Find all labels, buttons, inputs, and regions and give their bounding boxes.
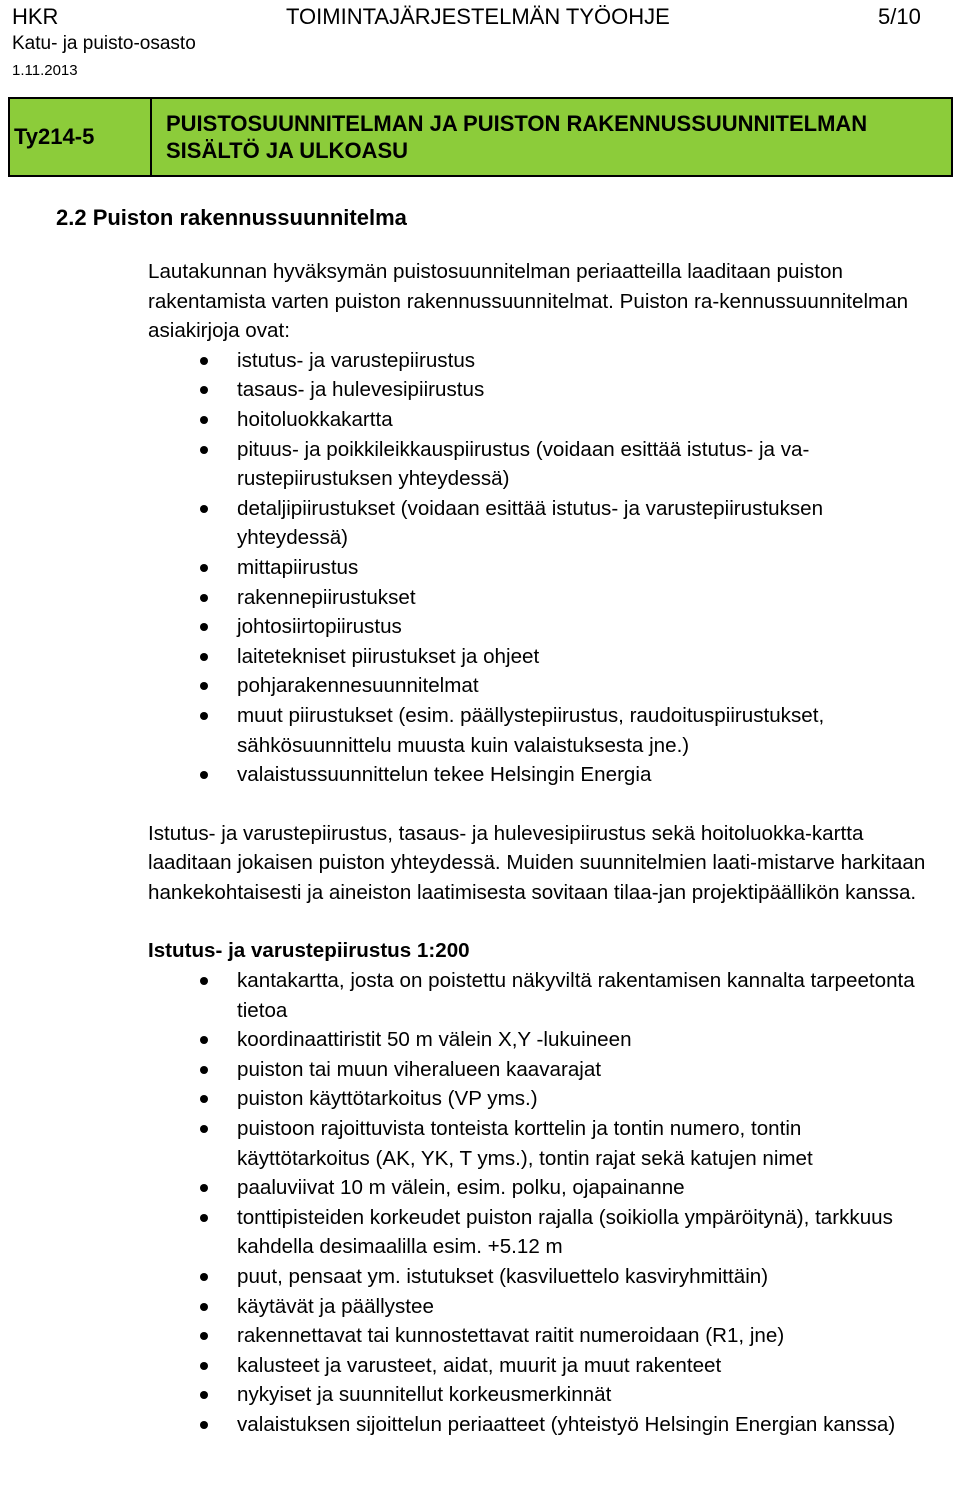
planting-list <box>148 966 938 1440</box>
list-item: rakennepiirustukset <box>148 583 938 613</box>
list-item: muut piirustukset (esim. päällystepiirustus, raudoituspiirustukset, sähkösuunnittelu muusta kuin valaistuksesta jne.) <box>148 701 938 760</box>
list-item: käytävät ja päällystee <box>148 1292 938 1322</box>
list-item: puiston tai muun viheralueen kaavarajat <box>148 1055 938 1085</box>
list-item: puut, pensaat ym. istutukset (kasviluettelo kasviryhmittäin) <box>148 1262 938 1292</box>
list-item: koordinaattiristit 50 m välein X,Y -lukuineen <box>148 1025 938 1055</box>
banner-code: Ty214-5 <box>10 99 152 175</box>
page-number: 5/10 <box>878 4 921 29</box>
list-item: paaluviivat 10 m välein, esim. polku, ojapainanne <box>148 1173 938 1203</box>
intro-paragraph: Lautakunnan hyväksymän puistosuunnitelman periaatteilla laaditaan puiston rakentamista varten puiston rakennussuunnitelmat. Puiston ra-kennussuunnitelman asiakirjoja ovat: <box>148 260 909 343</box>
list-item: pituus- ja poikkileikkauspiirustus (voidaan esittää istutus- ja va-rustepiirustuksen yhteydessä) <box>148 435 938 494</box>
document-list <box>148 346 938 790</box>
list-item: tasaus- ja hulevesipiirustus <box>148 375 938 405</box>
list-item: puistoon rajoittuvista tonteista korttelin ja tontin numero, tontin käyttötarkoitus (AK, YK, T yms.), tontin rajat sekä katujen nimet <box>148 1114 938 1173</box>
organization-name: HKR <box>12 4 59 29</box>
list-item: rakennettavat tai kunnostettavat raitit numeroidaan (R1, jne) <box>148 1321 938 1351</box>
list-item: hoitoluokkakartta <box>148 405 938 435</box>
title-banner <box>8 97 953 177</box>
planting-subheading: Istutus- ja varustepiirustus 1:200 <box>148 939 470 963</box>
list-item: kantakartta, josta on poistettu näkyviltä rakentamisen kannalta tarpeetonta tietoa <box>148 966 938 1025</box>
department-name: Katu- ja puisto-osasto <box>12 33 196 54</box>
list-item: pohjarakennesuunnitelmat <box>148 671 938 701</box>
list-item: kalusteet ja varusteet, aidat, muurit ja muut rakenteet <box>148 1351 938 1381</box>
list-item: johtosiirtopiirustus <box>148 612 938 642</box>
banner-title-line-2: SISÄLTÖ JA ULKOASU <box>166 138 409 163</box>
document-title: TOIMINTAJÄRJESTELMÄN TYÖOHJE <box>286 4 670 29</box>
list-item: istutus- ja varustepiirustus <box>148 346 938 376</box>
list-item: valaistuksen sijoittelun periaatteet (yhteistyö Helsingin Energian kanssa) <box>148 1410 938 1440</box>
list-item: detaljipiirustukset (voidaan esittää istutus- ja varustepiirustuksen yhteydessä) <box>148 494 938 553</box>
list-item: nykyiset ja suunnitellut korkeusmerkinnät <box>148 1380 938 1410</box>
banner-title <box>152 99 951 175</box>
document-body <box>148 257 938 1440</box>
section-heading: 2.2 Puiston rakennussuunnitelma <box>56 205 407 230</box>
banner-title-line-1: PUISTOSUUNNITELMAN JA PUISTON RAKENNUSSUUNNITELMAN <box>166 111 868 136</box>
document-date: 1.11.2013 <box>12 62 78 79</box>
list-item: laitetekniset piirustukset ja ohjeet <box>148 642 938 672</box>
list-item: tonttipisteiden korkeudet puiston rajalla (soikiolla ympäröitynä), tarkkuus kahdella desimaalilla esim. +5.12 m <box>148 1203 938 1262</box>
list-item: puiston käyttötarkoitus (VP yms.) <box>148 1084 938 1114</box>
list-item: valaistussuunnittelun tekee Helsingin Energia <box>148 760 938 790</box>
list-item: mittapiirustus <box>148 553 938 583</box>
second-paragraph: Istutus- ja varustepiirustus, tasaus- ja hulevesipiirustus sekä hoitoluokka-kartta laaditaan jokaisen puiston yhteydessä. Muiden suunnitelmien laati-mistarve harkitaan hankekohtaisesti ja aineiston laatimisesta sovitaan tilaa-jan projektipäällikön kanssa. <box>148 821 926 904</box>
